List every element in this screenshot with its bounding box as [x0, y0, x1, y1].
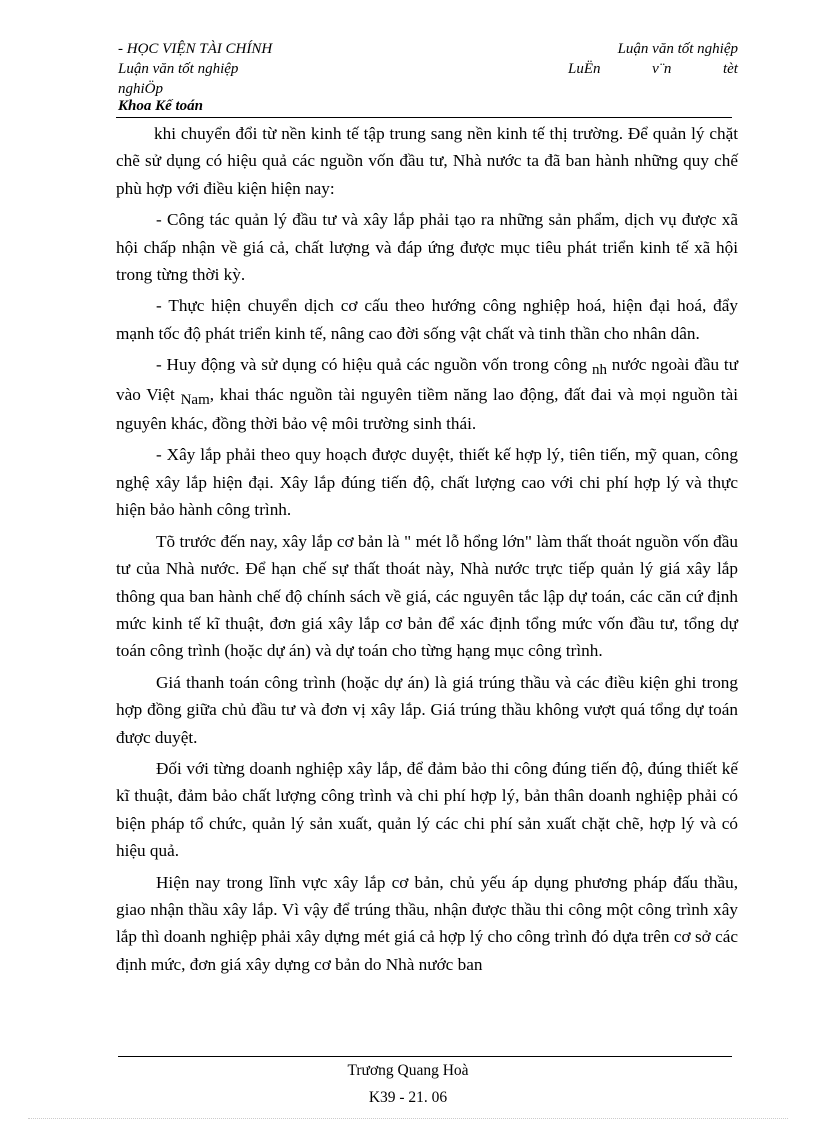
document-body [116, 120, 738, 982]
header-school: - HỌC VIỆN TÀI CHÍNH [118, 41, 273, 57]
header-left [118, 39, 448, 99]
header-garbled-word: nghiÖp [118, 81, 163, 97]
paragraph: khi chuyển đổi từ nền kinh tế tập trung sang nền kinh tế thị trường. Để quản lý chặt chẽ sử dụng có hiệu quả các nguồn vốn đầu tư, Nhà nước ta đã ban hành những quy chế phù hợp với điều kiện hiện nay: [116, 124, 738, 198]
header-right-garbled [508, 59, 738, 79]
page-edge [28, 1118, 788, 1119]
paragraph: Hiện nay trong lĩnh vực xây lắp cơ bản, chủ yếu áp dụng phương pháp đấu thầu, giao nhận thầu xây lắp. Vì vậy để trúng thầu, nhận được thầu thi công một công trình xây lắp thì doanh nghiệp phải xây dựng mét giá cả hợp lý cho công trình đó dựa trên cơ sở các định mức, đơn giá xây dựng cơ bản do Nhà nước ban [116, 872, 738, 974]
subscript-fragment: nh [591, 362, 607, 379]
paragraph: Tõ trước đến nay, xây lắp cơ bản là " mét lỗ hổng lớn" làm thất thoát nguồn vốn đầu tư của Nhà nước. Để hạn chế sự thất thoát này, Nhà nước trực tiếp quản lý giá xây lắp thông qua ban hành chế độ chính sách về giá, các nguyên tắc lập dự toán, các căn cứ định mức kinh tế kĩ thuật, đơn giá xây lắp cơ bản để xác định tổng mức vốn đầu tư, tổng dự toán công trình (hoặc dự án) và dự toán cho từng hạng mục công trình. [116, 531, 738, 661]
paragraph: - Xây lắp phải theo quy hoạch được duyệt, thiết kế hợp lý, tiên tiến, mỹ quan, công nghệ xây lắp hiện đại. Xây lắp đúng tiến độ, chất lượng cao với chi phí hợp lý và thực hiện bảo hành công trình. [116, 445, 738, 520]
header-garbled-w2: v¨n [652, 61, 672, 77]
paragraph: - Thực hiện chuyển dịch cơ cấu theo hướng công nghiệp hoá, hiện đại hoá, đẩy mạnh tốc độ phát triển kinh tế, nâng cao đời sống vật chất và tinh thần cho nhân dân. [116, 296, 738, 343]
subscript-fragment: Nam [180, 391, 210, 408]
footer-divider [118, 1056, 732, 1057]
header-right [508, 39, 738, 79]
paragraph: Giá thanh toán công trình (hoặc dự án) là giá trúng thầu và các điều kiện ghi trong hợp đồng giữa chủ đầu tư và đơn vị xây lắp. Giá trúng thầu không vượt quá tổng dự toán được duyệt. [116, 672, 738, 747]
paragraph-part: - Huy động và sử dụng có hiệu quả các nguồn vốn trong công [156, 355, 588, 375]
header-right-title: Luận văn tốt nghiệp [617, 41, 738, 57]
header-garbled-w1: LuËn [568, 61, 601, 77]
header-garbled-w3: tèt [722, 61, 738, 77]
paragraph [116, 351, 738, 437]
paragraph: Đối với từng doanh nghiệp xây lắp, để đảm bảo thi công đúng tiến độ, đúng thiết kế kĩ thuật, đảm bảo chất lượng công trình và chi phí hợp lý, bản thân doanh nghiệp phải có biện pháp tổ chức, quản lý sản xuất, quản lý các chi phí sản xuất chặt chẽ, hợp lý và có hiệu quả. [116, 758, 738, 861]
header-divider [116, 117, 732, 118]
header-department: Khoa Kế toán [118, 98, 204, 114]
paragraph: - Công tác quản lý đầu tư và xây lắp phải tạo ra những sản phẩm, dịch vụ được xã hội chấp nhận về giá cả, chất lượng và đáp ứng được mục tiêu phát triển kinh tế xã hội trong từng thời kỳ. [116, 210, 738, 285]
footer-author: Trương Quang Hoà [347, 1062, 469, 1079]
paragraph-part: nước ngoài đầu tư vào Việt [116, 355, 739, 404]
paragraph-part: , khai thác nguồn tài nguyên tiềm năng lao động, đất đai và mọi nguồn tài nguyên khác, đồng thời bảo vệ môi trường sinh thái. [116, 384, 738, 434]
header-doc-type: Luận văn tốt nghiệp [118, 61, 239, 77]
footer-class: K39 - 21. 06 [368, 1089, 448, 1106]
